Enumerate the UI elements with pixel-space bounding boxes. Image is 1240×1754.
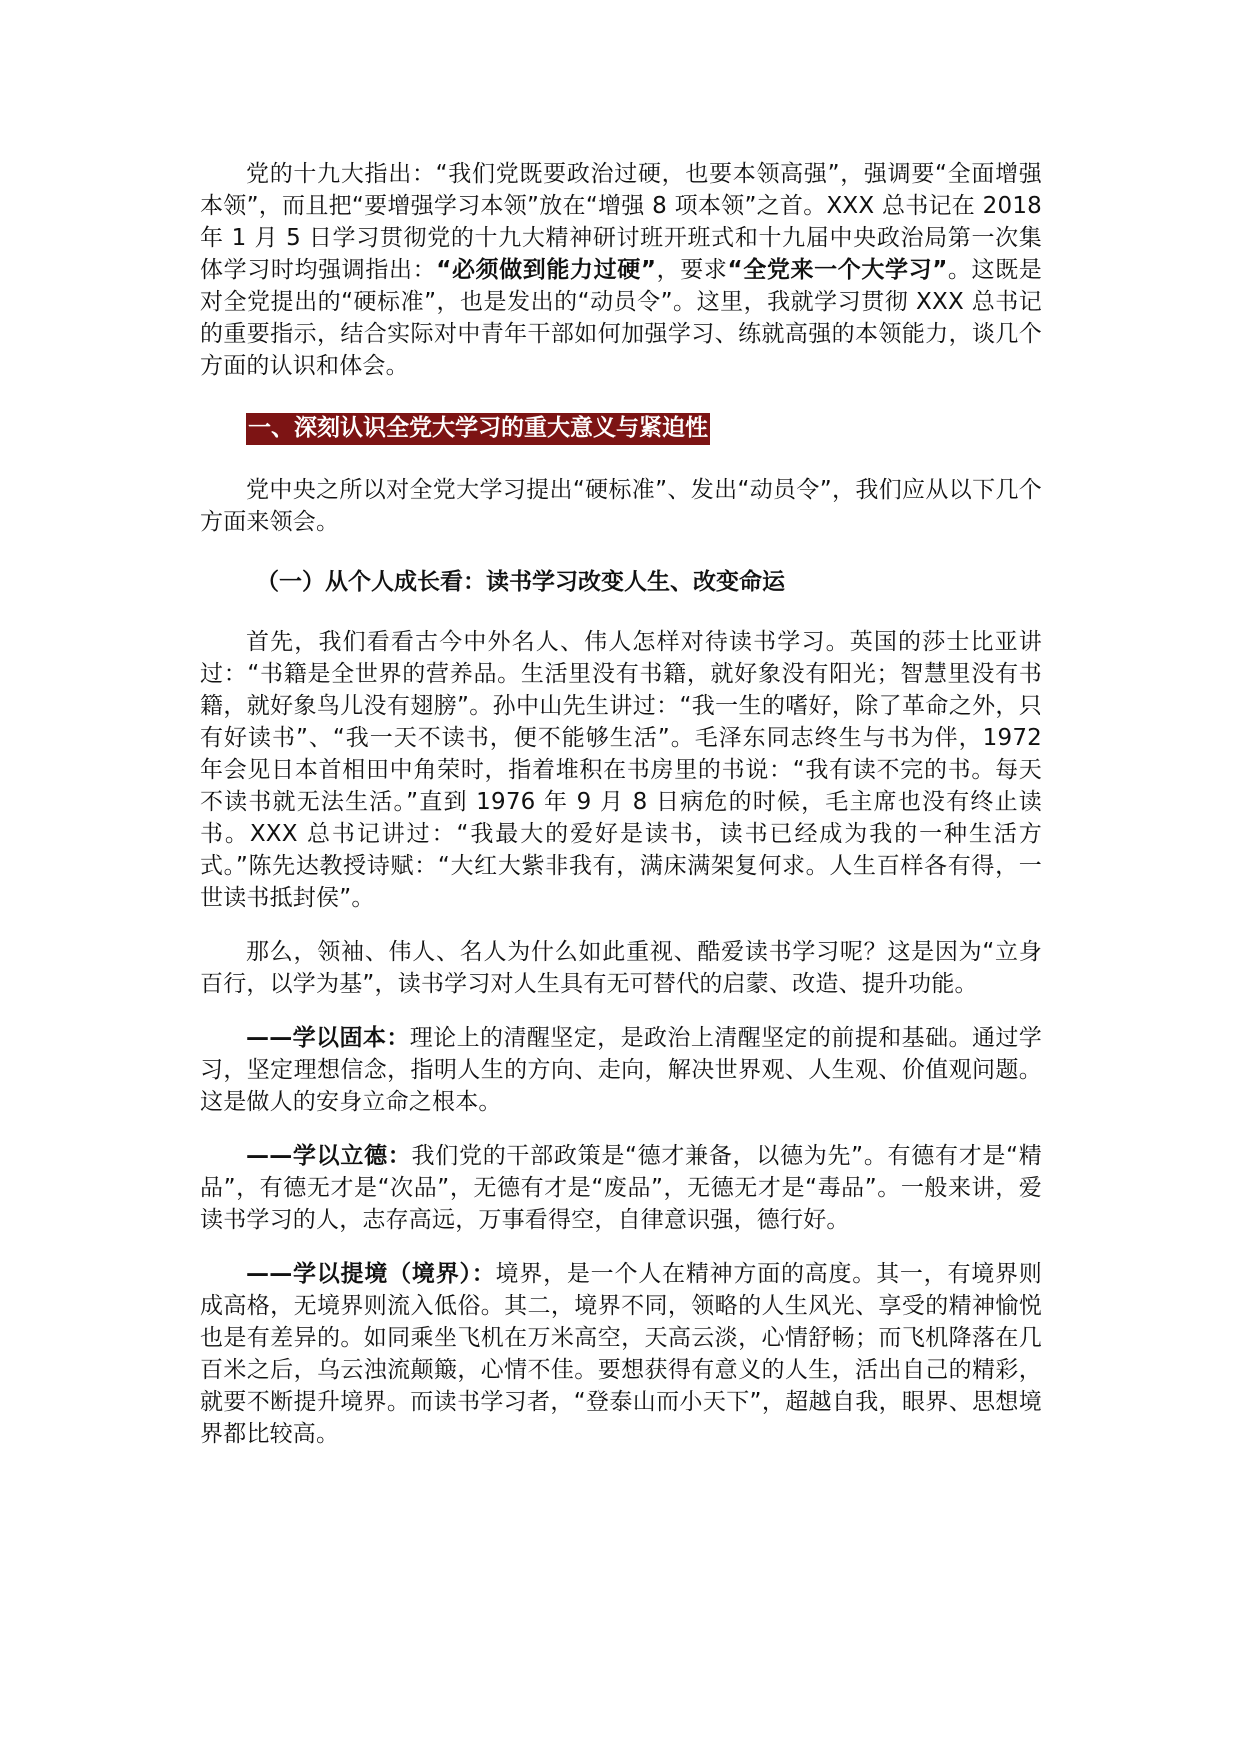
why-read-paragraph: 那么，领袖、伟人、名人为什么如此重视、酷爱读书学习呢？这是因为“立身百行，以学为基”，读书学习对人生具有无可替代的启蒙、改造、提升功能。 [200, 939, 1042, 997]
subsection-heading: （一）从个人成长看：读书学习改变人生、改变命运 [256, 569, 785, 595]
study-foundation-label: ——学以固本： [246, 1025, 410, 1051]
section-heading: 一、深刻认识全党大学习的重大意义与紧迫性 [246, 413, 710, 445]
intro-emphasis-capability: “必须做到能力过硬” [436, 257, 657, 283]
study-virtue-text: 我们党的干部政策是“德才兼备，以德为先”。有德有才是“精品”，有德无才是“次品”，无德有才是“废品”，无德无才是“毒品”。一般来讲，爱读书学习的人，志存高远，万事看得空，自律意识强，德行好。 [200, 1143, 1042, 1233]
study-realm-label: ——学以提境（境界）： [246, 1261, 496, 1287]
document-body [200, 158, 1042, 1450]
study-foundation-text: 理论上的清醒坚定，是政治上清醒坚定的前提和基础。通过学习，坚定理想信念，指明人生的方向、走向，解决世界观、人生观、价值观问题。这是做人的安身立命之根本。 [200, 1025, 1042, 1115]
famous-readers-paragraph: 首先，我们看看古今中外名人、伟人怎样对待读书学习。英国的莎士比亚讲过：“书籍是全世界的营养品。生活里没有书籍，就好象没有阳光；智慧里没有书籍，就好象鸟儿没有翅膀”。孙中山先生讲过：“我一生的嗜好，除了革命之外，只有好读书”、“我一天不读书，便不能够生活”。毛泽东同志终生与书为伴，1972 年会见日本首相田中角荣时，指着堆积在书房里的书说：“我有读不完的书。每天不读书就无法生活。”直到 1976 年 9 月 8 日病危的时候，毛主席也没有终止读书。XXX 总书记讲过：“我最大的爱好是读书，读书已经成为我的一种生活方式。”陈先达教授诗赋：“大红大紫非我有，满床满架复何求。人生百样各有得，一世读书抵封侯”。 [200, 629, 1042, 911]
intro-emphasis-study: “全党来一个大学习” [727, 257, 948, 283]
section-intro-paragraph: 党中央之所以对全党大学习提出“硬标准”、发出“动员令”，我们应从以下几个方面来领会。 [200, 477, 1042, 535]
section-heading-wrap [200, 412, 1042, 444]
study-virtue-paragraph [200, 1140, 1042, 1236]
study-virtue-label: ——学以立德： [246, 1143, 412, 1169]
intro-text-c: ，要求 [656, 257, 728, 283]
intro-text-e: 。这既是对全党提出的“硬标准”，也是发出的“动员令”。这里，我就学习贯彻 XXX 总书记的重要指示，结合实际对中青年干部如何加强学习、练就高强的本领能力，谈几个方面的认识和体会。 [200, 257, 1042, 379]
intro-text-a: 党的十九大指出：“我们党既要政治过硬，也要本领高强”，强调要“全面增强本领”，而且把“要增强学习本领”放在“增强 8 项本领”之首。XXX 总书记在 2018 年 1 月 5 日学习贯彻党的十九大精神研讨班开班式和十九届中央政治局第一次集体学习时均强调指出： [200, 161, 1042, 283]
study-foundation-paragraph [200, 1022, 1042, 1118]
intro-paragraph [200, 158, 1042, 382]
study-realm-paragraph [200, 1258, 1042, 1450]
study-realm-text: 境界，是一个人在精神方面的高度。其一，有境界则成高格，无境界则流入低俗。其二，境界不同，领略的人生风光、享受的精神愉悦也是有差异的。如同乘坐飞机在万米高空，天高云淡，心情舒畅；而飞机降落在几百米之后，乌云浊流颠簸，心情不佳。要想获得有意义的人生，活出自己的精彩，就要不断提升境界。而读书学习者，“登泰山而小天下”，超越自我，眼界、思想境界都比较高。 [200, 1261, 1042, 1447]
